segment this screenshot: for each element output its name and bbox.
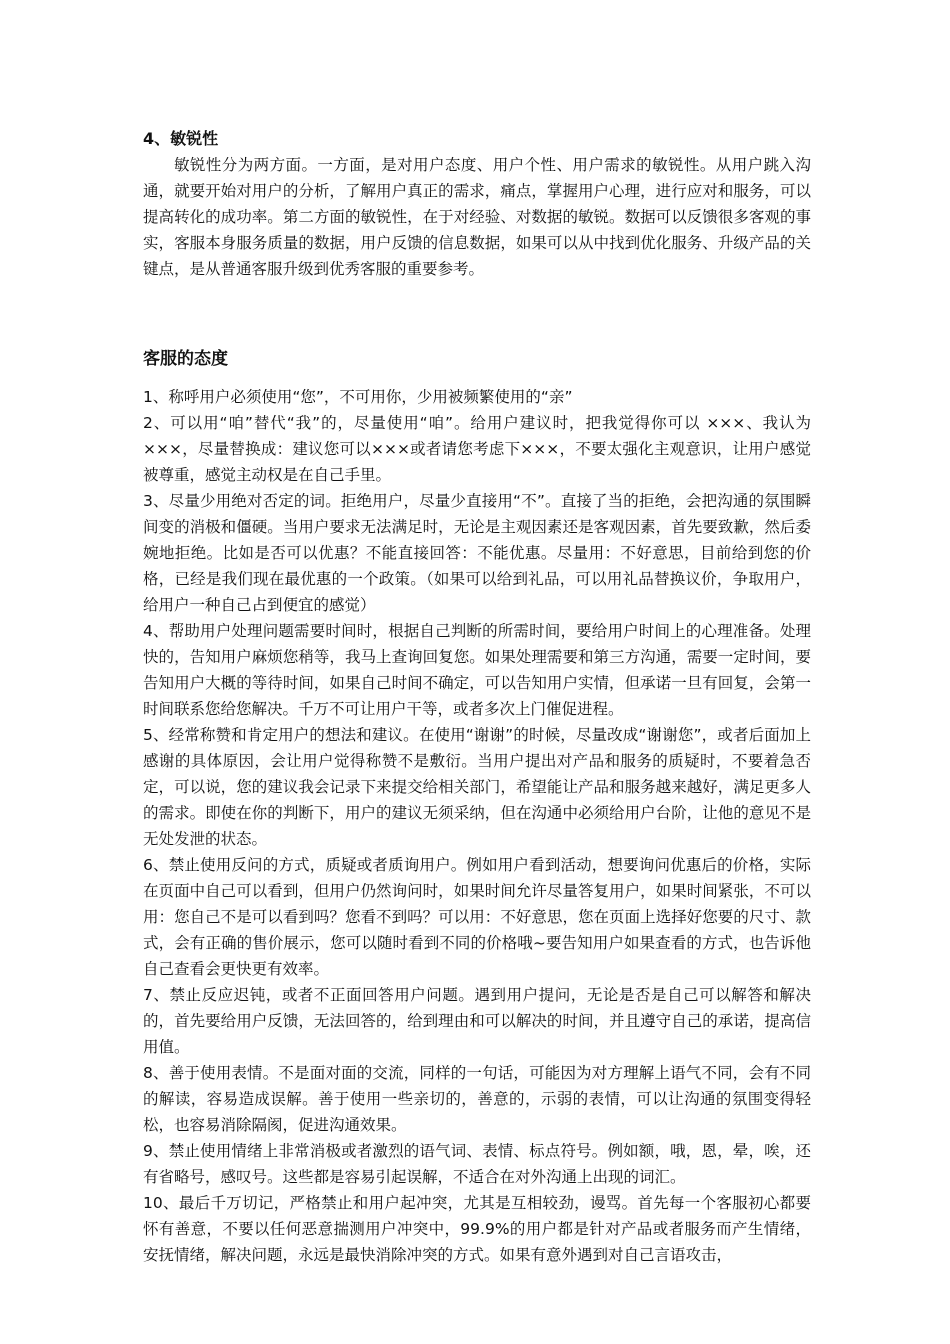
list-item: 8、善于使用表情。不是面对面的交流，同样的一句话，可能因为对方理解上语气不同，会有不同的解读，容易造成误解。善于使用一些亲切的，善意的，示弱的表情，可以让沟通的氛围变得轻松，也容易消除隔阂，促进沟通效果。 <box>143 1064 811 1134</box>
section-spacer <box>143 282 811 346</box>
section-title-attitude: 客服的态度 <box>143 349 228 369</box>
list-item: 9、禁止使用情绪上非常消极或者激烈的语气词、表情、标点符号。例如额，哦，恩，晕，唉，还有省略号，感叹号。这些都是容易引起误解，不适合在对外沟通上出现的词汇。 <box>143 1142 811 1186</box>
list-item: 1、称呼用户必须使用“您”，不可用你，少用被频繁使用的“亲” <box>143 388 573 406</box>
list-item: 4、帮助用户处理问题需要时间时，根据自己判断的所需时间，要给用户时间上的心理准备。处理快的，告知用户麻烦您稍等，我马上查询回复您。如果处理需要和第三方沟通，需要一定时间，要告知用户大概的等待时间，如果自己时间不确定，可以告知用户实情，但承诺一旦有回复，会第一时间联系您给您解决。千万不可让用户干等，或者多次上门催促进程。 <box>143 622 811 718</box>
sensitivity-paragraph: 敏锐性分为两方面。一方面，是对用户态度、用户个性、用户需求的敏锐性。从用户跳入沟通，就要开始对用户的分析，了解用户真正的需求，痛点，掌握用户心理，进行应对和服务，可以提高转化的成功率。第二方面的敏锐性，在于对经验、对数据的敏锐。数据可以反馈很多客观的事实，客服本身服务质量的数据，用户反馈的信息数据，如果可以从中找到优化服务、升级产品的关键点，是从普通客服升级到优秀客服的重要参考。 <box>143 156 811 278</box>
section-heading-sensitivity: 4、敏锐性 <box>143 129 219 148</box>
document-page <box>143 126 811 1268</box>
list-item: 2、可以用“咱”替代“我”的，尽量使用“咱”。给用户建议时，把我觉得你可以 ×××、我认为×××，尽量替换成：建议您可以×××或者请您考虑下×××，不要太强化主观意识，让用户感觉被尊重，感觉主动权是在自己手里。 <box>143 414 811 484</box>
list-item: 5、经常称赞和肯定用户的想法和建议。在使用“谢谢”的时候，尽量改成“谢谢您”，或者后面加上感谢的具体原因，会让用户觉得称赞不是敷衍。当用户提出对产品和服务的质疑时，不要着急否定，可以说，您的建议我会记录下来提交给相关部门，希望能让产品和服务越来越好，满足更多人的需求。即使在你的判断下，用户的建议无须采纳，但在沟通中必须给用户台阶，让他的意见不是无处发泄的状态。 <box>143 726 811 848</box>
list-item: 10、最后千万切记，严格禁止和用户起冲突，尤其是互相较劲，谩骂。首先每一个客服初心都要怀有善意，不要以任何恶意揣测用户冲突中，99.9%的用户都是针对产品或者服务而产生情绪，安抚情绪，解决问题，永远是最快消除冲突的方式。如果有意外遇到对自己言语攻击， <box>143 1194 811 1264</box>
list-item: 7、禁止反应迟钝，或者不正面回答用户问题。遇到用户提问，无论是否是自己可以解答和解决的，首先要给用户反馈，无法回答的，给到理由和可以解决的时间，并且遵守自己的承诺，提高信用值。 <box>143 986 811 1056</box>
list-item: 3、尽量少用绝对否定的词。拒绝用户，尽量少直接用“不”。直接了当的拒绝，会把沟通的氛围瞬间变的消极和僵硬。当用户要求无法满足时，无论是主观因素还是客观因素，首先要致歉，然后委婉地拒绝。比如是否可以优惠？不能直接回答：不能优惠。尽量用：不好意思，目前给到您的价格，已经是我们现在最优惠的一个政策。（如果可以给到礼品，可以用礼品替换议价，争取用户，给用户一种自己占到便宜的感觉） <box>143 492 811 614</box>
list-item: 6、禁止使用反问的方式，质疑或者质询用户。例如用户看到活动，想要询问优惠后的价格，实际在页面中自己可以看到，但用户仍然询问时，如果时间允许尽量答复用户，如果时间紧张，不可以用：您自己不是可以看到吗？您看不到吗？可以用：不好意思，您在页面上选择好您要的尺寸、款式，会有正确的售价展示，您可以随时看到不同的价格哦~要告知用户如果查看的方式，也告诉他自己查看会更快更有效率。 <box>143 856 811 978</box>
